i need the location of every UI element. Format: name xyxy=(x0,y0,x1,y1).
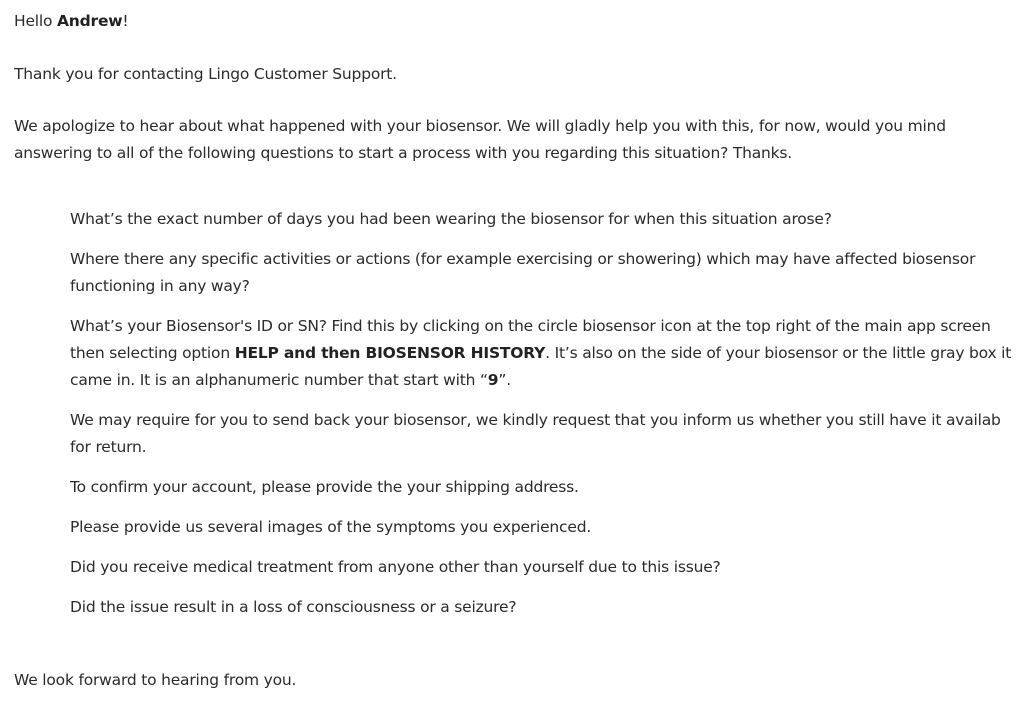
list-item xyxy=(70,246,1028,300)
question-text xyxy=(70,367,1028,394)
question-text: To confirm your account, please provide the your shipping address. xyxy=(70,478,579,496)
question-text: functioning in any way? xyxy=(70,277,250,295)
question-text: What’s the exact number of days you had been wearing the biosensor for when this situation arose? xyxy=(70,210,832,228)
greeting-hello: Hello xyxy=(14,12,58,30)
question-text: What’s your Biosensor's ID or SN? Find this by clicking on the circle biosensor icon at the top right of the main app screen xyxy=(70,317,991,335)
questions-list xyxy=(0,206,1028,634)
list-item xyxy=(70,474,1028,501)
greeting-punct: ! xyxy=(122,12,129,30)
list-item xyxy=(70,206,1028,233)
question-text: Did you receive medical treatment from anyone other than yourself due to this issue? xyxy=(70,558,721,576)
id-prefix: 9 xyxy=(487,371,499,389)
customer-name: Andrew xyxy=(57,12,123,30)
list-item xyxy=(70,407,1028,461)
question-text: Did the issue result in a loss of consciousness or a seizure? xyxy=(70,598,517,616)
question-text: Please provide us several images of the symptoms you experienced. xyxy=(70,518,592,536)
list-item xyxy=(70,313,1028,394)
closing-line: We look forward to hearing from you. xyxy=(14,671,297,689)
intro-paragraph xyxy=(14,113,1014,167)
question-text: We may require for you to send back your biosensor, we kindly request that you inform us whether you still have it availab xyxy=(70,411,1001,429)
question-text-part: came in. It is an alphanumeric number that start with “ xyxy=(70,371,488,389)
intro-line-1: We apologize to hear about what happened with your biosensor. We will gladly help you with this, for now, would you mind xyxy=(14,117,946,135)
list-item xyxy=(70,514,1028,541)
question-text-part: . It’s also on the side of your biosensor or the little gray box it xyxy=(545,344,1012,362)
list-item xyxy=(70,594,1028,621)
question-text: for return. xyxy=(70,438,147,456)
list-item xyxy=(70,554,1028,581)
question-text: Where there any specific activities or actions (for example exercising or showering) which may have affected biosensor xyxy=(70,250,976,268)
intro-line-2: answering to all of the following questions to start a process with you regarding this situation? Thanks. xyxy=(14,144,793,162)
question-text-part: ”. xyxy=(498,371,511,389)
greeting xyxy=(14,8,128,35)
thanks-paragraph: Thank you for contacting Lingo Customer Support. xyxy=(14,65,397,83)
help-path: HELP and then BIOSENSOR HISTORY xyxy=(234,344,546,362)
question-text xyxy=(70,340,1028,367)
question-text-part: then selecting option xyxy=(70,344,235,362)
